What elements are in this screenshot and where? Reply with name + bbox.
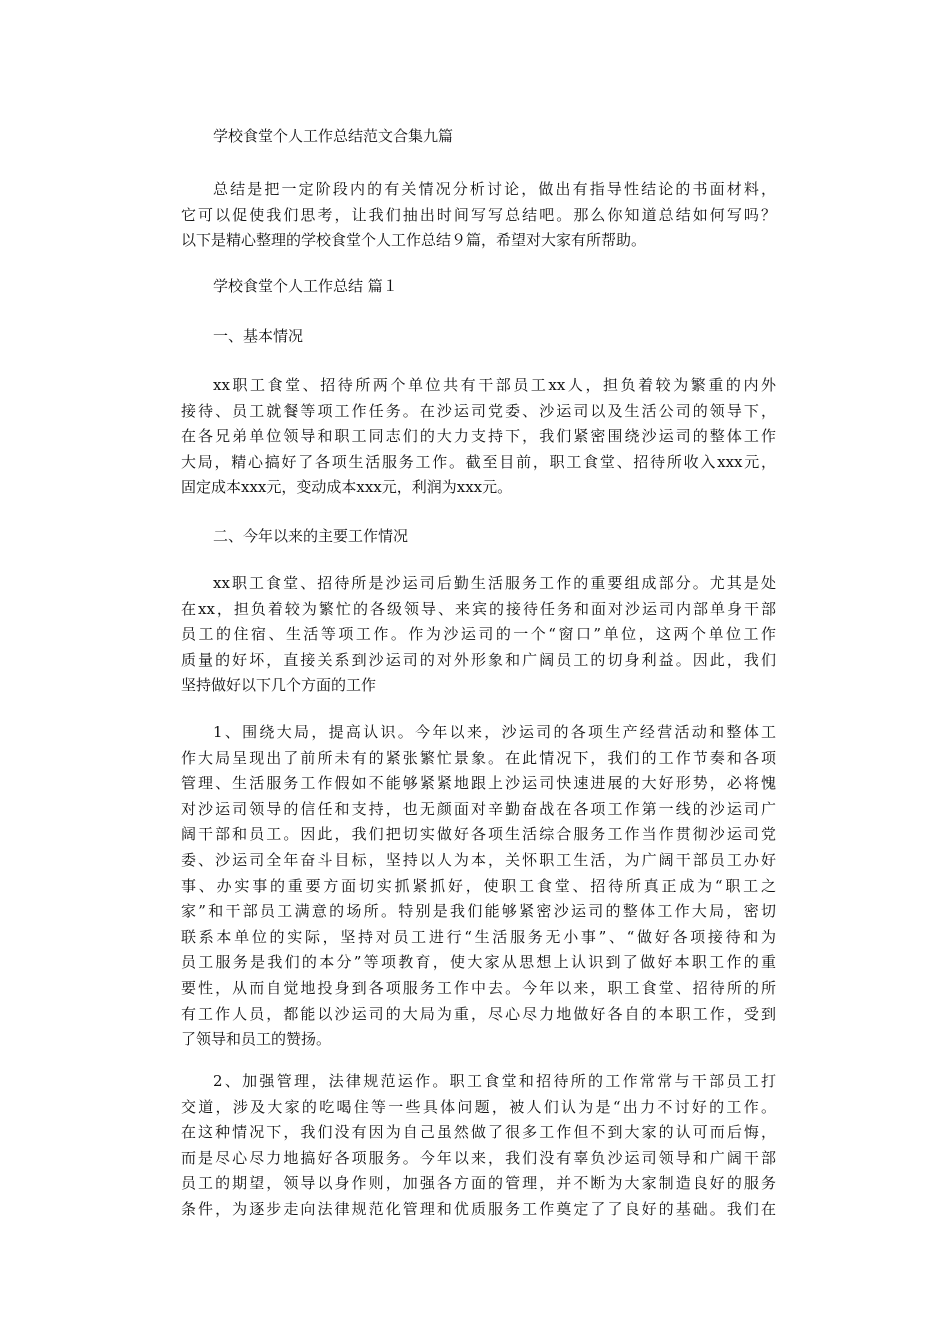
- text-line: 接待、员工就餐等项工作任务。在沙运司党委、沙运司以及生活公司的领导下，: [181, 401, 776, 420]
- item2-paragraph: [181, 1069, 776, 1223]
- text-line: 家”和干部员工满意的场所。特别是我们能够紧密沙运司的整体工作大局，密切: [181, 902, 776, 921]
- text-line: 作大局呈现出了前所未有的紧张繁忙景象。在此情况下，我们的工作节奏和各项: [181, 748, 776, 767]
- text-line: 管理、生活服务工作假如不能够紧紧地跟上沙运司快速进展的大好形势，必将愧: [181, 774, 776, 793]
- text-line: 在xx，担负着较为繁忙的各级领导、来宾的接待任务和面对沙运司内部单身干部: [181, 599, 776, 618]
- text-line: 大局，精心搞好了各项生活服务工作。截至目前，职工食堂、招待所收入xxx元，: [181, 452, 776, 471]
- text-line: 员工服务是我们的本分”等项教育，使大家从思想上认识到了做好本职工作的重: [181, 953, 776, 972]
- item1-paragraph: [181, 720, 776, 1053]
- text-line: 质量的好坏，直接关系到沙运司的对外形象和广阔员工的切身利益。因此，我们: [181, 650, 776, 669]
- text-line: 要性，从而自觉地投身到各项服务工作中去。今年以来，职工食堂、招待所的所: [181, 978, 776, 997]
- section1-paragraph: [181, 373, 776, 501]
- text-line: 坚持做好以下几个方面的工作: [181, 676, 377, 695]
- document-title: 学校食堂个人工作总结范文合集九篇: [213, 127, 454, 145]
- text-line: 阔干部和员工。因此，我们把切实做好各项生活综合服务工作当作贯彻沙运司党: [181, 825, 776, 844]
- text-line: 委、沙运司全年奋斗目标，坚持以人为本，关怀职工生活，为广阔干部员工办好: [181, 850, 776, 869]
- intro-paragraph: [181, 177, 776, 254]
- text-line: 员工的期望，领导以身作则，加强各方面的管理，并不断为大家制造良好的服务: [181, 1174, 776, 1193]
- text-line: 总结是把一定阶段内的有关情况分析讨论，做出有指导性结论的书面材料，: [213, 180, 776, 198]
- section2-paragraph: [181, 571, 776, 699]
- text-line: 条件，为逐步走向法律规范化管理和优质服务工作奠定了了良好的基础。我们在: [181, 1199, 776, 1218]
- text-line: 它可以促使我们思考，让我们抽出时间写写总结吧。那么你知道总结如何写吗？: [181, 205, 776, 224]
- text-line: 以下是精心整理的学校食堂个人工作总结９篇，希望对大家有所帮助。: [181, 231, 647, 250]
- text-line: xx职工食堂、招待所两个单位共有干部员工xx人，担负着较为繁重的内外: [213, 376, 776, 394]
- section1-heading: 一、基本情况: [213, 327, 304, 345]
- text-line: 了领导和员工的赞扬。: [181, 1030, 332, 1049]
- article-title: 学校食堂个人工作总结 篇１: [213, 277, 398, 295]
- text-line: 员工的住宿、生活等项工作。作为沙运司的一个“窗口”单位，这两个单位工作: [181, 625, 776, 644]
- text-line: xx职工食堂、招待所是沙运司后勤生活服务工作的重要组成部分。尤其是处: [213, 574, 776, 592]
- text-line: 1、围绕大局，提高认识。今年以来，沙运司的各项生产经营活动和整体工: [213, 723, 776, 741]
- text-line: 交道，涉及大家的吃喝住等一些具体问题，被人们认为是“出力不讨好的工作。: [181, 1097, 776, 1116]
- text-line: 2、加强管理，法律规范运作。职工食堂和招待所的工作常常与干部员工打: [213, 1072, 776, 1090]
- text-line: 事、办实事的重要方面切实抓紧抓好，使职工食堂、招待所真正成为“职工之: [181, 876, 776, 895]
- text-line: 对沙运司领导的信任和支持，也无颜面对辛勤奋战在各项工作第一线的沙运司广: [181, 799, 776, 818]
- text-line: 固定成本xxx元，变动成本xxx元，利润为xxx元。: [181, 478, 513, 497]
- text-line: 在这种情况下，我们没有因为自己虽然做了很多工作但不到大家的认可而后悔，: [181, 1123, 776, 1142]
- text-line: 而是尽心尽力地搞好各项服务。今年以来，我们没有辜负沙运司领导和广阔干部: [181, 1148, 776, 1167]
- text-line: 有工作人员，都能以沙运司的大局为重，尽心尽力地做好各自的本职工作，受到: [181, 1004, 776, 1023]
- text-line: 在各兄弟单位领导和职工同志们的大力支持下，我们紧密围绕沙运司的整体工作: [181, 427, 776, 446]
- section2-heading: 二、今年以来的主要工作情况: [213, 527, 409, 545]
- text-line: 联系本单位的实际，坚持对员工进行“生活服务无小事”、“做好各项接待和为: [181, 927, 776, 946]
